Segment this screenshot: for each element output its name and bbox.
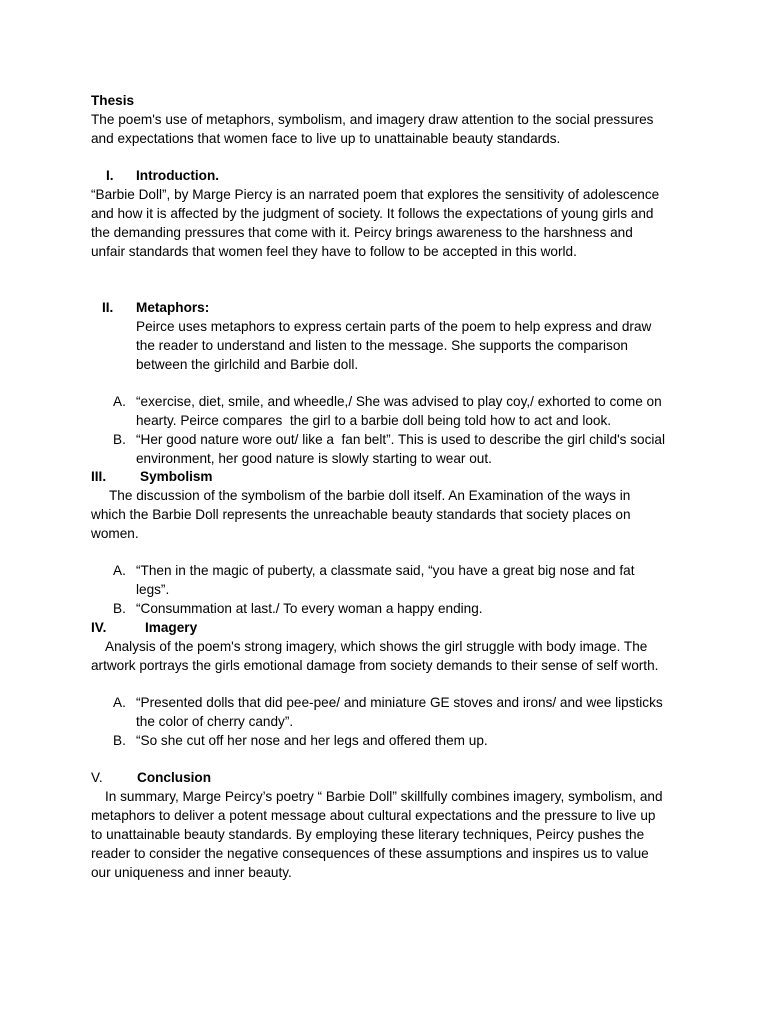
conclusion-line: reader to consider the negative consequences of these assumptions and inspires us to value bbox=[91, 846, 649, 861]
thesis-heading: Thesis bbox=[91, 93, 135, 108]
list-item: hearty. Peirce compares the girl to a barbie doll being told how to act and look. bbox=[136, 413, 612, 428]
imagery-line: Analysis of the poem's strong imagery, which shows the girl struggle with body image. The bbox=[105, 639, 648, 654]
list-marker: B. bbox=[113, 733, 126, 748]
introduction-line: the demanding pressures that come with it. Peircy brings awareness to the harshness and bbox=[91, 225, 633, 240]
imagery-heading: Imagery bbox=[145, 620, 198, 635]
metaphors-line: Peirce uses metaphors to express certain parts of the poem to help express and draw bbox=[136, 319, 652, 334]
section-numeral: I. bbox=[106, 168, 114, 183]
imagery-line: artwork portrays the girls emotional damage from society demands to their sense of self worth. bbox=[91, 658, 659, 673]
list-item: “So she cut off her nose and her legs and offered them up. bbox=[136, 733, 488, 748]
thesis-line: and expectations that women face to live up to unattainable beauty standards. bbox=[91, 131, 561, 146]
section-numeral: IV. bbox=[91, 620, 107, 635]
metaphors-heading: Metaphors: bbox=[136, 300, 210, 315]
section-numeral: V. bbox=[91, 770, 103, 785]
symbolism-line: The discussion of the symbolism of the barbie doll itself. An Examination of the ways in bbox=[109, 488, 631, 503]
list-item: legs”. bbox=[136, 582, 170, 597]
introduction-line: “Barbie Doll”, by Marge Piercy is an narrated poem that explores the sensitivity of adolescence bbox=[91, 187, 660, 202]
conclusion-line: In summary, Marge Peircy’s poetry “ Barbie Doll” skillfully combines imagery, symbolism, and bbox=[105, 789, 663, 804]
introduction-heading: Introduction. bbox=[136, 168, 220, 183]
section-numeral: II. bbox=[102, 300, 114, 315]
metaphors-line: between the girlchild and Barbie doll. bbox=[136, 357, 359, 372]
symbolism-line: which the Barbie Doll represents the unreachable beauty standards that society places on bbox=[91, 507, 631, 522]
list-marker: B. bbox=[113, 601, 126, 616]
conclusion-heading: Conclusion bbox=[137, 770, 212, 785]
introduction-line: unfair standards that women feel they have to follow to be accepted in this world. bbox=[91, 244, 577, 259]
list-marker: A. bbox=[113, 695, 126, 710]
thesis-line: The poem's use of metaphors, symbolism, and imagery draw attention to the social pressures bbox=[91, 112, 654, 127]
section-numeral: III. bbox=[91, 469, 107, 484]
list-marker: A. bbox=[113, 394, 126, 409]
list-marker: B. bbox=[113, 432, 126, 447]
conclusion-line: metaphors to deliver a potent message about cultural expectations and the pressure to live up bbox=[91, 808, 656, 823]
metaphors-line: the reader to understand and listen to the message. She supports the comparison bbox=[136, 338, 628, 353]
symbolism-line: women. bbox=[91, 526, 139, 541]
list-item: “Then in the magic of puberty, a classmate said, “you have a great big nose and fat bbox=[136, 563, 635, 578]
symbolism-heading: Symbolism bbox=[140, 469, 213, 484]
conclusion-line: to unattainable beauty standards. By employing these literary techniques, Peircy pushes the bbox=[91, 827, 645, 842]
list-item: the color of cherry candy”. bbox=[136, 714, 294, 729]
introduction-line: and how it is affected by the judgment of society. It follows the expectations of young girls and bbox=[91, 206, 654, 221]
list-item: “Presented dolls that did pee-pee/ and miniature GE stoves and irons/ and wee lipsticks bbox=[136, 695, 663, 710]
list-item: “Her good nature wore out/ like a fan belt”. This is used to describe the girl child's social bbox=[136, 432, 665, 447]
list-item: “Consummation at last./ To every woman a happy ending. bbox=[136, 601, 483, 616]
conclusion-line: our uniqueness and inner beauty. bbox=[91, 865, 292, 880]
list-item: “exercise, diet, smile, and wheedle,/ She was advised to play coy,/ exhorted to come on bbox=[136, 394, 662, 409]
list-marker: A. bbox=[113, 563, 126, 578]
list-item: environment, her good nature is slowly starting to wear out. bbox=[136, 451, 492, 466]
